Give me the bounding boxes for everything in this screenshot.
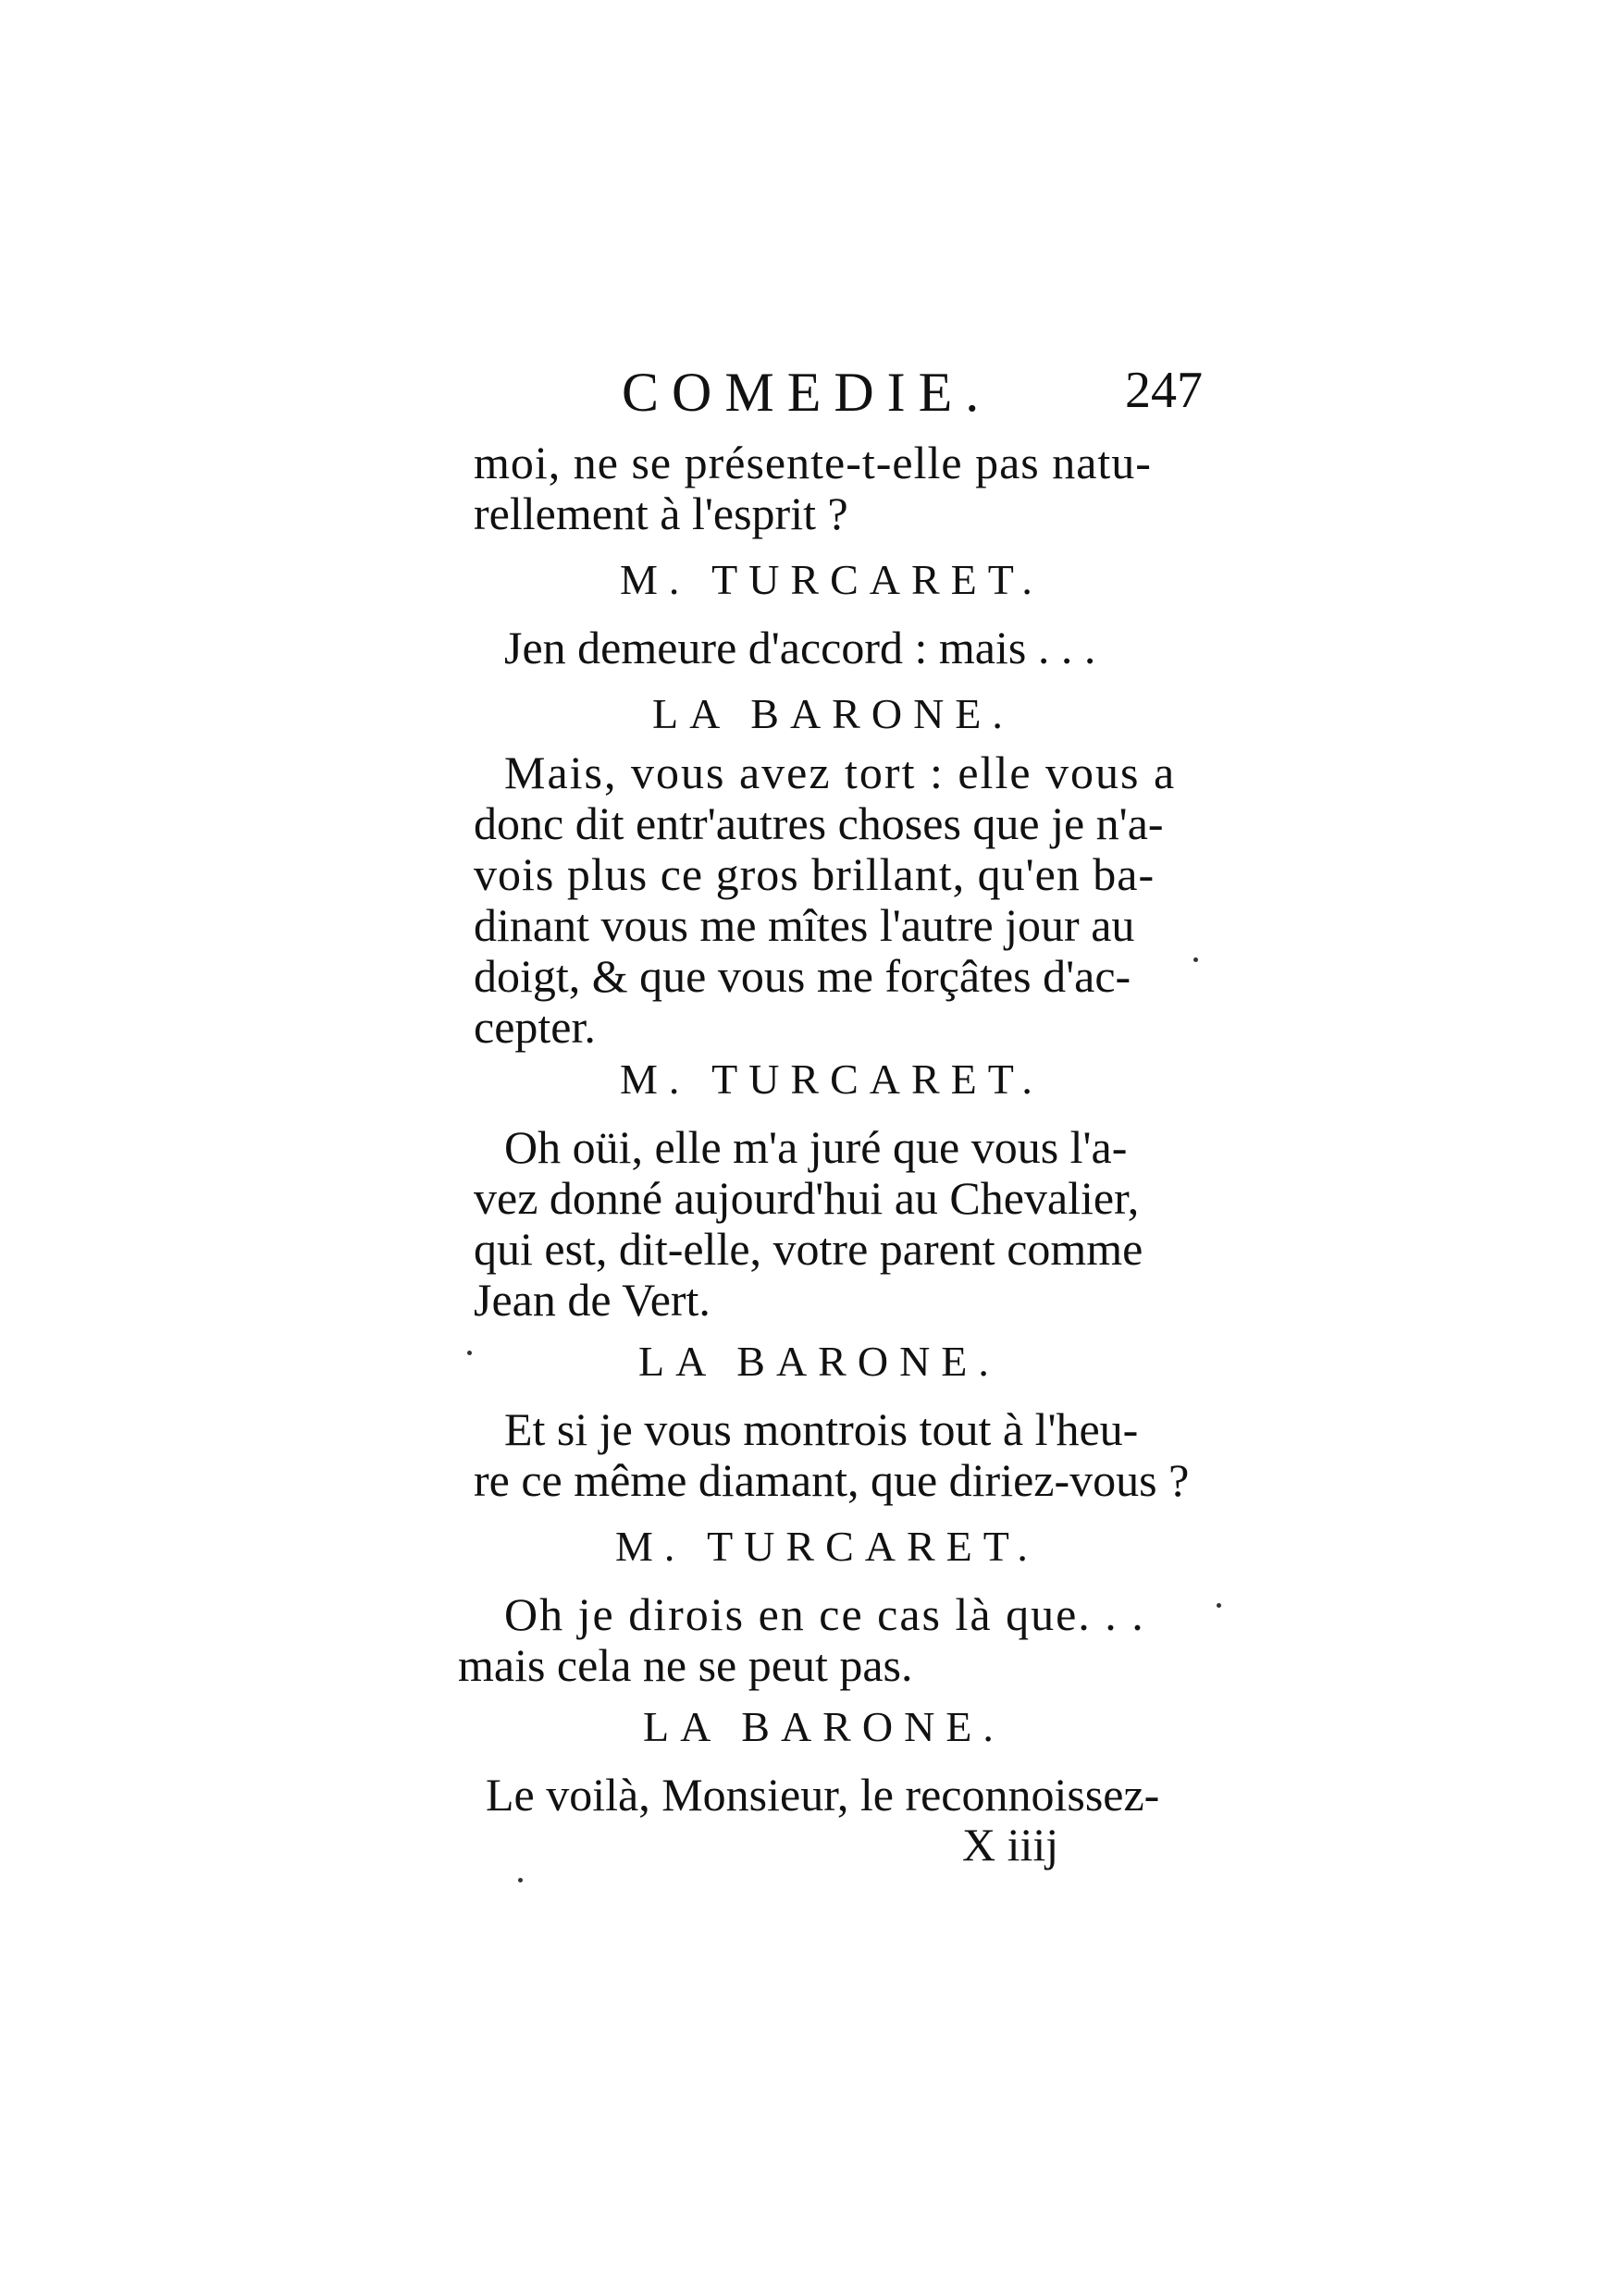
text-line: Jean de Vert. [474,1274,711,1326]
speaker-heading: M. TURCARET. [620,1055,1044,1103]
text-line: Mais, vous avez tort : elle vous a [504,747,1177,798]
text-line: Jen demeure d'accord : mais . . . [504,622,1096,673]
text-line: Oh oüi, elle m'a juré que vous l'a- [504,1121,1128,1173]
text-line: donc dit entr'autres choses que je n'a- [474,797,1164,849]
speaker-heading: LA BARONE. [652,690,1014,737]
text-line: dinant vous me mîtes l'autre jour au [474,899,1135,951]
text-line: moi, ne se présente-t-elle pas natu- [474,437,1152,488]
text-line: doigt, & que vous me forçâtes d'ac- [474,950,1131,1002]
running-head [611,361,1203,435]
text-line: vois plus ce gros brillant, qu'en ba- [474,848,1156,900]
text-line: Le voilà, Monsieur, le reconnoissez- [486,1769,1160,1821]
text-line: Oh je dirois en ce cas là que. . . [504,1588,1145,1640]
ink-speck [467,1351,472,1355]
running-title: COMEDIE. [622,362,993,423]
signature-mark: X iiij [962,1819,1059,1870]
speaker-heading: LA BARONE. [638,1338,1000,1385]
page-number: 247 [1125,362,1203,419]
text-line: vez donné aujourd'hui au Chevalier, [474,1172,1140,1224]
ink-speck [1217,1603,1221,1608]
ink-speck [1193,957,1198,962]
text-line: qui est, dit-elle, votre parent comme [474,1223,1143,1275]
text-line: mais cela ne se peut pas. [458,1639,913,1691]
ink-speck [518,1878,523,1882]
speaker-heading: M. TURCARET. [620,556,1044,603]
speaker-heading: M. TURCARET. [615,1523,1039,1570]
speaker-heading: LA BARONE. [643,1703,1005,1750]
text-line: Et si je vous montrois tout à l'heu- [504,1403,1139,1455]
text-line: re ce même diamant, que diriez-vous ? [474,1454,1190,1506]
text-line: cepter. [474,1001,596,1053]
text-line: rellement à l'esprit ? [474,488,848,539]
